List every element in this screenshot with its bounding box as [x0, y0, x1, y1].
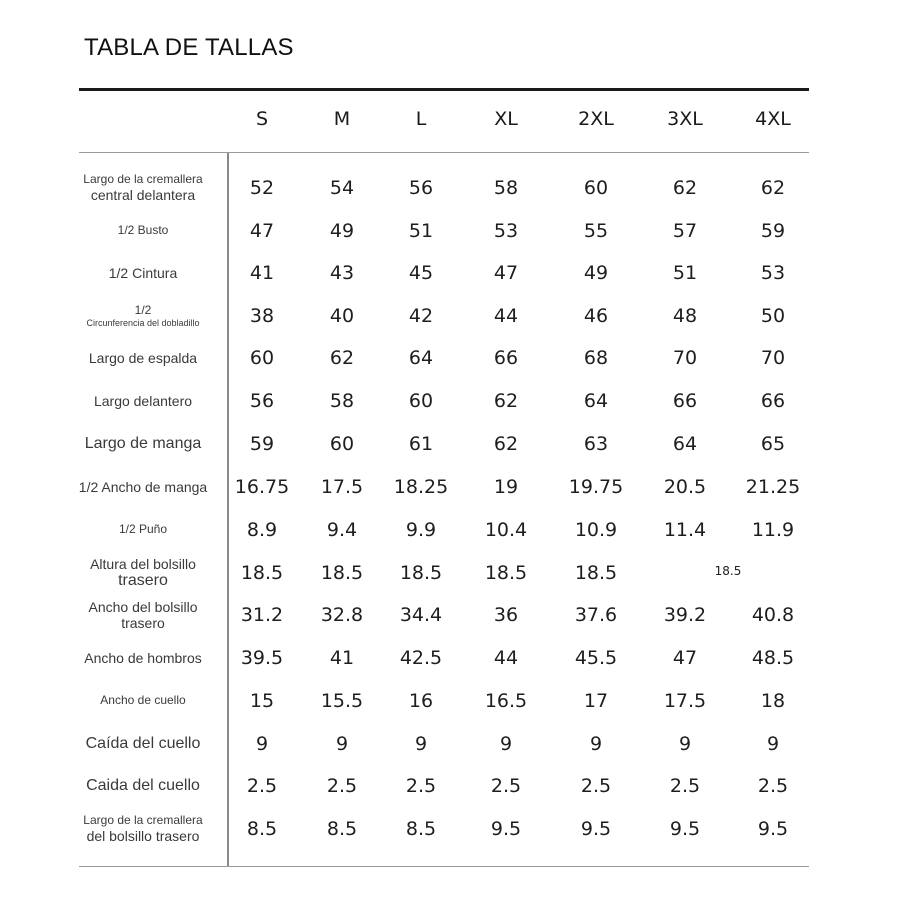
- measure-value-3xl: 57: [672, 220, 698, 242]
- measure-value-xl: 2.5: [490, 775, 522, 797]
- measure-value-3xl: 51: [672, 262, 698, 284]
- measure-value-3xl: 18.5: [714, 564, 742, 578]
- measure-value-m: 17.5: [320, 476, 364, 498]
- page-title: TABLA DE TALLAS: [84, 34, 294, 61]
- measure-value-3xl: 39.2: [663, 604, 707, 626]
- measure-value-m: 2.5: [326, 775, 358, 797]
- measure-value-4xl: 59: [760, 220, 786, 242]
- measure-value-l: 9: [414, 733, 428, 755]
- measure-label: [70, 435, 216, 453]
- size-header-2xl: 2XL: [578, 108, 614, 130]
- measure-value-4xl: 9.5: [757, 818, 789, 840]
- bottom-rule: [79, 866, 809, 867]
- measure-value-4xl: 65: [760, 433, 786, 455]
- size-header-l: L: [415, 108, 427, 130]
- measure-value-l: 16: [408, 690, 434, 712]
- measure-value-s: 39.5: [240, 647, 284, 669]
- measure-value-s: 2.5: [246, 775, 278, 797]
- measure-value-s: 47: [249, 220, 275, 242]
- measure-value-4xl: 50: [760, 305, 786, 327]
- header-rule: [79, 152, 809, 153]
- measure-label: [70, 523, 216, 537]
- measure-value-m: 18.5: [320, 562, 364, 584]
- measure-value-m: 60: [329, 433, 355, 455]
- measure-value-l: 2.5: [405, 775, 437, 797]
- measure-value-l: 42: [408, 305, 434, 327]
- measure-value-3xl: 48: [672, 305, 698, 327]
- measure-label-line: trasero: [118, 571, 168, 589]
- measure-value-4xl: 21.25: [745, 476, 801, 498]
- measure-value-m: 49: [329, 220, 355, 242]
- measure-value-l: 9.9: [405, 519, 437, 541]
- measure-label-line: Circunferencia del dobladillo: [86, 317, 200, 328]
- measure-value-m: 8.5: [326, 818, 358, 840]
- measure-value-3xl: 70: [672, 347, 698, 369]
- measure-value-2xl: 9.5: [580, 818, 612, 840]
- measure-value-4xl: 66: [760, 390, 786, 412]
- measure-value-l: 18.5: [399, 562, 443, 584]
- measure-value-xl: 9: [499, 733, 513, 755]
- measure-value-xl: 47: [493, 262, 519, 284]
- measure-value-m: 32.8: [320, 604, 364, 626]
- measure-value-m: 62: [329, 347, 355, 369]
- measure-label: [70, 777, 216, 795]
- measure-value-xl: 19: [493, 476, 519, 498]
- size-header-m: M: [333, 108, 351, 130]
- measure-value-s: 31.2: [240, 604, 284, 626]
- measure-value-s: 38: [249, 305, 275, 327]
- measure-label: [70, 393, 216, 409]
- size-header-xl: XL: [494, 108, 518, 130]
- measure-value-s: 56: [249, 390, 275, 412]
- measure-label: [70, 350, 216, 366]
- measure-value-m: 43: [329, 262, 355, 284]
- measure-value-l: 60: [408, 390, 434, 412]
- measure-label: [70, 650, 216, 666]
- measure-value-m: 40: [329, 305, 355, 327]
- measure-value-xl: 66: [493, 347, 519, 369]
- measure-value-m: 15.5: [320, 690, 364, 712]
- measure-value-3xl: 20.5: [663, 476, 707, 498]
- measure-label-line: central delantera: [90, 186, 196, 203]
- measure-value-xl: 36: [493, 604, 519, 626]
- measure-value-l: 8.5: [405, 818, 437, 840]
- measure-label-line: del bolsillo trasero: [86, 827, 200, 844]
- measure-label-line: Ancho del bolsillo: [88, 598, 198, 615]
- measure-value-s: 16.75: [234, 476, 290, 498]
- measure-value-l: 45: [408, 262, 434, 284]
- measure-value-4xl: 18: [760, 690, 786, 712]
- measure-label: [70, 735, 216, 753]
- measure-value-m: 58: [329, 390, 355, 412]
- measure-value-3xl: 47: [672, 647, 698, 669]
- measure-label-line: Largo de manga: [84, 434, 202, 452]
- measure-value-l: 42.5: [399, 647, 443, 669]
- measure-label-line: Largo de espalda: [88, 349, 198, 366]
- label-column-divider: [227, 153, 229, 866]
- measure-value-s: 59: [249, 433, 275, 455]
- measure-value-s: 41: [249, 262, 275, 284]
- measure-value-2xl: 10.9: [574, 519, 618, 541]
- measure-label-line: Altura del bolsillo: [90, 555, 196, 572]
- measure-value-s: 9: [255, 733, 269, 755]
- measure-value-2xl: 17: [583, 690, 609, 712]
- measure-value-xl: 10.4: [484, 519, 528, 541]
- measure-value-4xl: 2.5: [757, 775, 789, 797]
- measure-value-2xl: 49: [583, 262, 609, 284]
- measure-value-3xl: 62: [672, 177, 698, 199]
- measure-value-xl: 62: [493, 390, 519, 412]
- measure-value-2xl: 37.6: [574, 604, 618, 626]
- measure-value-4xl: 70: [760, 347, 786, 369]
- measure-value-3xl: 11.4: [663, 519, 707, 541]
- measure-label-line: Caida del cuello: [86, 776, 200, 794]
- measure-label-line: 1/2 Ancho de manga: [78, 478, 208, 495]
- measure-value-m: 9: [335, 733, 349, 755]
- measure-value-xl: 44: [493, 647, 519, 669]
- measure-value-l: 34.4: [399, 604, 443, 626]
- measure-label-line: Ancho de hombros: [84, 649, 202, 666]
- measure-value-xl: 53: [493, 220, 519, 242]
- measure-value-xl: 9.5: [490, 818, 522, 840]
- measure-value-3xl: 9.5: [669, 818, 701, 840]
- measure-value-m: 41: [329, 647, 355, 669]
- measure-label-line: 1/2 Busto: [117, 223, 169, 238]
- measure-value-4xl: 40.8: [751, 604, 795, 626]
- measure-label: [70, 694, 216, 708]
- measure-value-xl: 18.5: [484, 562, 528, 584]
- measure-value-2xl: 68: [583, 347, 609, 369]
- measure-value-3xl: 17.5: [663, 690, 707, 712]
- measure-value-3xl: 66: [672, 390, 698, 412]
- measure-label: [70, 814, 216, 844]
- measure-label-line: Ancho de cuello: [100, 693, 186, 708]
- measure-value-xl: 58: [493, 177, 519, 199]
- measure-value-2xl: 64: [583, 390, 609, 412]
- measure-value-l: 56: [408, 177, 434, 199]
- measure-value-2xl: 9: [589, 733, 603, 755]
- measure-label-line: 1/2 Puño: [118, 522, 168, 537]
- measure-label: [70, 599, 216, 631]
- measure-value-2xl: 60: [583, 177, 609, 199]
- measure-label: [70, 556, 216, 590]
- measure-value-4xl: 9: [766, 733, 780, 755]
- measure-value-2xl: 18.5: [574, 562, 618, 584]
- measure-value-2xl: 46: [583, 305, 609, 327]
- measure-value-3xl: 2.5: [669, 775, 701, 797]
- measure-value-s: 8.5: [246, 818, 278, 840]
- measure-value-2xl: 63: [583, 433, 609, 455]
- measure-value-s: 15: [249, 690, 275, 712]
- measure-value-2xl: 55: [583, 220, 609, 242]
- measure-value-l: 64: [408, 347, 434, 369]
- measure-label: [70, 479, 216, 495]
- measure-value-3xl: 64: [672, 433, 698, 455]
- measure-label-line: Largo de la cremallera: [83, 813, 203, 828]
- measure-label-line: Caída del cuello: [85, 734, 201, 752]
- measure-value-2xl: 19.75: [568, 476, 624, 498]
- measure-label-line: Largo delantero: [93, 392, 193, 409]
- measure-value-4xl: 53: [760, 262, 786, 284]
- measure-label: [70, 304, 216, 328]
- measure-value-s: 8.9: [246, 519, 278, 541]
- measure-label: [70, 265, 216, 281]
- measure-value-2xl: 45.5: [574, 647, 618, 669]
- measure-value-s: 52: [249, 177, 275, 199]
- measure-label-line: Largo de la cremallera: [83, 172, 203, 187]
- size-header-s: S: [255, 108, 269, 130]
- measure-value-3xl: 9: [678, 733, 692, 755]
- size-header-3xl: 3XL: [667, 108, 703, 130]
- measure-value-xl: 62: [493, 433, 519, 455]
- measure-label: [70, 224, 216, 238]
- measure-value-m: 54: [329, 177, 355, 199]
- measure-value-4xl: 62: [760, 177, 786, 199]
- measure-label-line: 1/2 Cintura: [108, 264, 178, 281]
- measure-value-4xl: 48.5: [751, 647, 795, 669]
- measure-value-l: 51: [408, 220, 434, 242]
- measure-value-4xl: 11.9: [751, 519, 795, 541]
- measure-value-xl: 16.5: [484, 690, 528, 712]
- top-rule: [79, 88, 809, 91]
- size-header-4xl: 4XL: [755, 108, 791, 130]
- measure-value-xl: 44: [493, 305, 519, 327]
- measure-value-l: 18.25: [393, 476, 449, 498]
- measure-label-line: trasero: [121, 615, 165, 631]
- measure-label-line: 1/2: [134, 302, 152, 317]
- measure-value-s: 60: [249, 347, 275, 369]
- measure-value-s: 18.5: [240, 562, 284, 584]
- measure-value-2xl: 2.5: [580, 775, 612, 797]
- measure-label: [70, 173, 216, 203]
- measure-value-l: 61: [408, 433, 434, 455]
- measure-value-m: 9.4: [326, 519, 358, 541]
